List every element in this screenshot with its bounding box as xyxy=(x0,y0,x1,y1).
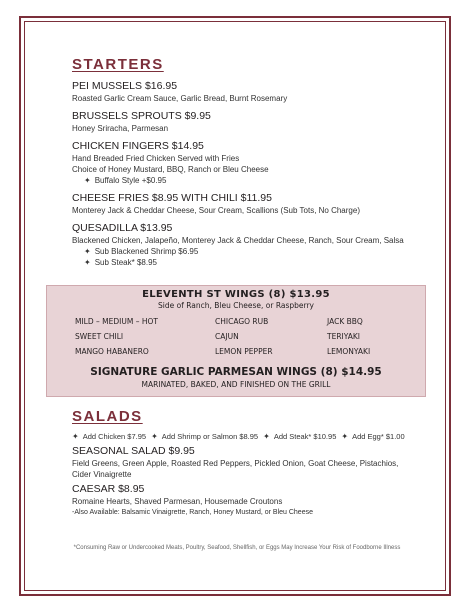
addon-label: Add Steak* $10.95 xyxy=(273,432,337,441)
sauce-option: JACK BBQ xyxy=(327,317,363,326)
item-description: Monterey Jack & Cheddar Cheese, Sour Cream, Scallions (Sub Tots, No Charge) xyxy=(72,206,360,215)
footnote: *Consuming Raw or Undercooked Meats, Poultry, Seafood, Shellfish, or Eggs May Increase Your Risk of Foodborne Illness xyxy=(73,545,401,551)
dressing-note: -Also Available: Balsamic Vinaigrette, Ranch, Honey Mustard, or Bleu Cheese xyxy=(72,509,313,516)
addon-label: Add Egg* $1.00 xyxy=(352,432,405,441)
star-icon: ✦ xyxy=(151,432,158,441)
item-description: Blackened Chicken, Jalapeño, Monterey Jack & Cheddar Cheese, Ranch, Sour Cream, Salsa xyxy=(72,236,404,245)
garlic-wings-title: SIGNATURE GARLIC PARMESAN WINGS (8) $14.95 xyxy=(90,366,382,378)
star-icon: ✦ xyxy=(72,432,79,441)
star-icon: ✦ xyxy=(341,432,349,441)
item-name: CHEESE FRIES $8.95 WITH CHILI $11.95 xyxy=(72,192,272,204)
sauce-grid xyxy=(75,317,425,356)
item-option-label: Sub Steak* $8.95 xyxy=(94,258,157,267)
starters-list xyxy=(72,80,422,268)
salad-addons xyxy=(72,431,422,442)
sauce-option: CAJUN xyxy=(215,332,239,341)
sauce-option: CHICAGO RUB xyxy=(215,317,269,326)
sauce-option: TERIYAKI xyxy=(327,332,361,341)
item-name: CAESAR $8.95 xyxy=(72,483,145,495)
item-name: CHICKEN FINGERS $14.95 xyxy=(72,140,204,152)
sauce-option: LEMON PEPPER xyxy=(215,347,273,356)
item-option-label: Sub Blackened Shrimp $6.95 xyxy=(94,247,199,256)
starters-section xyxy=(72,56,422,268)
item-description: Romaine Hearts, Shaved Parmesan, Housemade Croutons xyxy=(72,497,283,506)
sauce-option: SWEET CHILI xyxy=(75,332,124,341)
item-option xyxy=(72,257,422,268)
addon-label: Add Shrimp or Salmon $8.95 xyxy=(161,432,259,441)
item-option xyxy=(72,246,422,257)
item-description: Honey Sriracha, Parmesan xyxy=(72,124,169,133)
menu-item xyxy=(72,445,422,480)
star-icon: ✦ xyxy=(84,258,91,267)
salads-section xyxy=(72,408,422,516)
wings-subtitle: Side of Ranch, Bleu Cheese, or Raspberry xyxy=(158,301,314,310)
item-name: BRUSSELS SPROUTS $9.95 xyxy=(72,110,211,122)
item-description: Hand Breaded Fried Chicken Served with Fries xyxy=(72,154,240,163)
salads-heading: SALADS xyxy=(72,408,143,425)
sauce-option: MILD – MEDIUM – HOT xyxy=(75,317,158,326)
menu-item xyxy=(72,222,422,268)
item-name: PEI MUSSELS $16.95 xyxy=(72,80,178,92)
menu-item xyxy=(72,140,422,186)
addon-label: Add Chicken $7.95 xyxy=(82,432,147,441)
star-icon: ✦ xyxy=(263,432,270,441)
sauce-option: MANGO HABANERO xyxy=(75,347,149,356)
menu-item xyxy=(72,110,422,134)
star-icon: ✦ xyxy=(84,247,91,256)
item-description: Cider Vinaigrette xyxy=(72,470,132,479)
item-name: SEASONAL SALAD $9.95 xyxy=(72,445,195,457)
wings-box xyxy=(46,285,426,397)
star-icon: ✦ xyxy=(84,176,91,185)
item-option xyxy=(72,175,422,186)
item-description: Roasted Garlic Cream Sauce, Garlic Bread, Burnt Rosemary xyxy=(72,94,288,103)
item-option-label: Buffalo Style +$0.95 xyxy=(94,176,167,185)
salads-list xyxy=(72,445,422,507)
wings-title: ELEVENTH ST WINGS (8) $13.95 xyxy=(142,289,330,300)
item-description: Choice of Honey Mustard, BBQ, Ranch or Bleu Cheese xyxy=(72,165,269,174)
menu-item xyxy=(72,192,422,216)
sauce-option: LEMONYAKI xyxy=(327,347,371,356)
item-name: QUESADILLA $13.95 xyxy=(72,222,173,234)
garlic-wings-subtitle: MARINATED, BAKED, AND FINISHED ON THE GRILL xyxy=(141,380,331,389)
item-description: Field Greens, Green Apple, Roasted Red Peppers, Pickled Onion, Goat Cheese, Pistachios, xyxy=(72,459,399,468)
menu-item xyxy=(72,483,422,507)
starters-heading: STARTERS xyxy=(72,56,164,73)
menu-item xyxy=(72,80,422,104)
